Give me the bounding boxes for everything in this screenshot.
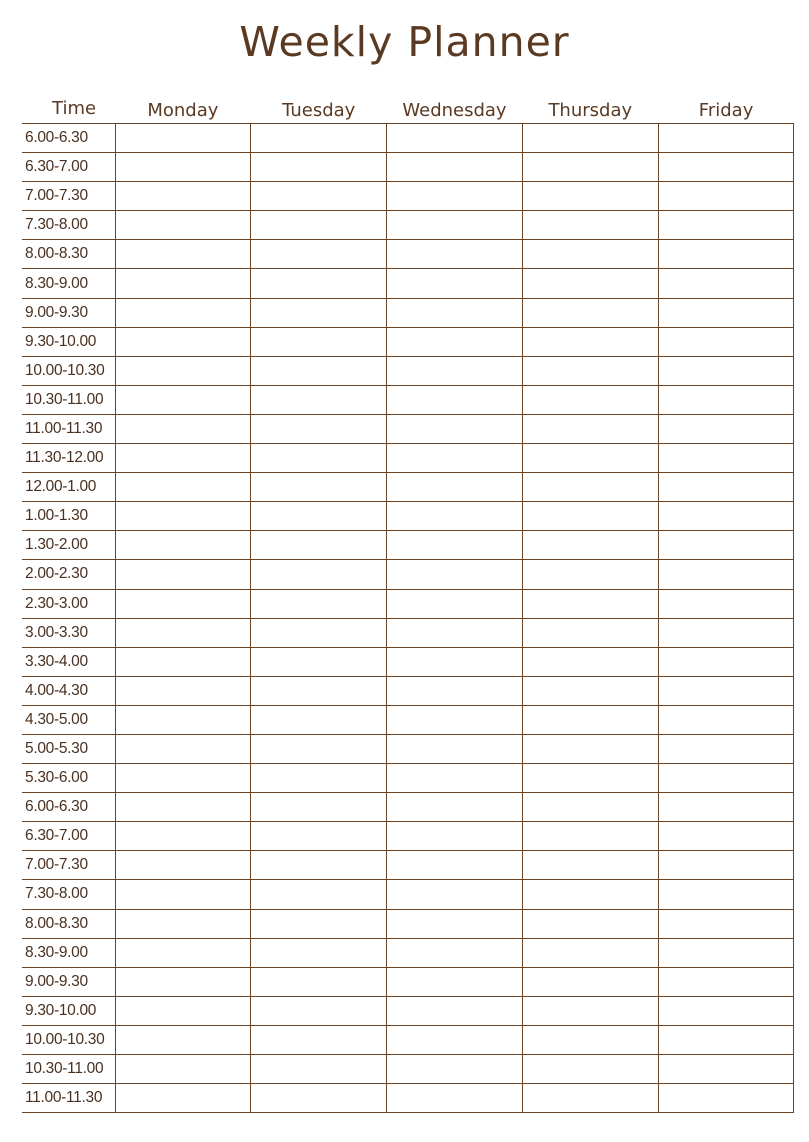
planner-cell-thursday[interactable] [522, 647, 658, 676]
planner-cell-monday[interactable] [115, 182, 251, 211]
planner-cell-monday[interactable] [115, 298, 251, 327]
day-header-monday: Monday [147, 100, 219, 121]
planner-cell-wednesday[interactable] [387, 793, 523, 822]
planner-cell-wednesday[interactable] [387, 909, 523, 938]
time-slot-label: 8.00-8.30 [22, 909, 115, 938]
planner-cell-thursday[interactable] [522, 560, 658, 589]
time-slot-label: 9.00-9.30 [22, 967, 115, 996]
planner-cell-wednesday[interactable] [387, 618, 523, 647]
planner-cell-tuesday[interactable] [251, 182, 387, 211]
time-slot-label: 2.00-2.30 [22, 560, 115, 589]
planner-cell-thursday[interactable] [522, 734, 658, 763]
planner-cell-wednesday[interactable] [387, 269, 523, 298]
planner-cell-monday[interactable] [115, 473, 251, 502]
planner-cell-tuesday[interactable] [251, 444, 387, 473]
time-slot-label: 4.00-4.30 [22, 676, 115, 705]
planner-cell-wednesday[interactable] [387, 327, 523, 356]
planner-cell-monday[interactable] [115, 589, 251, 618]
planner-cell-tuesday[interactable] [251, 734, 387, 763]
planner-cell-friday[interactable] [658, 967, 794, 996]
planner-cell-monday[interactable] [115, 938, 251, 967]
planner-cell-wednesday[interactable] [387, 240, 523, 269]
planner-cell-wednesday[interactable] [387, 531, 523, 560]
planner-cell-tuesday[interactable] [251, 240, 387, 269]
planner-cell-monday[interactable] [115, 327, 251, 356]
planner-cell-thursday[interactable] [522, 851, 658, 880]
planner-cell-tuesday[interactable] [251, 1084, 387, 1113]
time-slot-row [22, 211, 794, 240]
planner-cell-thursday[interactable] [522, 298, 658, 327]
planner-cell-friday[interactable] [658, 1084, 794, 1113]
planner-cell-monday[interactable] [115, 851, 251, 880]
planner-cell-friday[interactable] [658, 298, 794, 327]
time-slot-label: 11.00-11.30 [22, 414, 115, 443]
planner-cell-tuesday[interactable] [251, 618, 387, 647]
time-slot-label: 10.00-10.30 [22, 356, 115, 385]
time-slot-row [22, 647, 794, 676]
planner-cell-wednesday[interactable] [387, 182, 523, 211]
planner-cell-thursday[interactable] [522, 880, 658, 909]
planner-cell-tuesday[interactable] [251, 764, 387, 793]
time-slot-row [22, 880, 794, 909]
planner-cell-tuesday[interactable] [251, 880, 387, 909]
time-slot-label: 7.30-8.00 [22, 880, 115, 909]
planner-cell-tuesday[interactable] [251, 1025, 387, 1054]
time-slot-label: 6.00-6.30 [22, 793, 115, 822]
planner-cell-tuesday[interactable] [251, 851, 387, 880]
planner-cell-tuesday[interactable] [251, 473, 387, 502]
planner-cell-friday[interactable] [658, 327, 794, 356]
planner-cell-thursday[interactable] [522, 385, 658, 414]
planner-cell-wednesday[interactable] [387, 473, 523, 502]
planner-cell-monday[interactable] [115, 793, 251, 822]
planner-cell-tuesday[interactable] [251, 909, 387, 938]
time-slot-row [22, 182, 794, 211]
time-slot-row [22, 473, 794, 502]
planner-cell-monday[interactable] [115, 560, 251, 589]
planner-cell-tuesday[interactable] [251, 967, 387, 996]
planner-cell-wednesday[interactable] [387, 880, 523, 909]
time-slot-row [22, 1055, 794, 1084]
time-slot-label: 7.00-7.30 [22, 851, 115, 880]
time-slot-row [22, 618, 794, 647]
time-slot-row [22, 1025, 794, 1054]
planner-cell-wednesday[interactable] [387, 764, 523, 793]
planner-cell-monday[interactable] [115, 240, 251, 269]
planner-cell-wednesday[interactable] [387, 356, 523, 385]
planner-cell-tuesday[interactable] [251, 153, 387, 182]
time-slot-row [22, 414, 794, 443]
time-slot-label: 2.30-3.00 [22, 589, 115, 618]
time-slot-row [22, 560, 794, 589]
planner-cell-friday[interactable] [658, 124, 794, 153]
planner-cell-wednesday[interactable] [387, 385, 523, 414]
planner-cell-wednesday[interactable] [387, 705, 523, 734]
time-slot-label: 1.30-2.00 [22, 531, 115, 560]
planner-cell-friday[interactable] [658, 1025, 794, 1054]
planner-cell-wednesday[interactable] [387, 996, 523, 1025]
page-title: Weekly Planner [239, 18, 570, 66]
planner-cell-thursday[interactable] [522, 124, 658, 153]
planner-cell-friday[interactable] [658, 240, 794, 269]
time-slot-row [22, 996, 794, 1025]
planner-cell-friday[interactable] [658, 356, 794, 385]
planner-cell-thursday[interactable] [522, 705, 658, 734]
time-slot-row [22, 124, 794, 153]
time-slot-row [22, 822, 794, 851]
planner-cell-friday[interactable] [658, 444, 794, 473]
planner-cell-thursday[interactable] [522, 764, 658, 793]
time-slot-label: 10.30-11.00 [22, 385, 115, 414]
planner-cell-tuesday[interactable] [251, 647, 387, 676]
planner-cell-friday[interactable] [658, 473, 794, 502]
planner-cell-tuesday[interactable] [251, 589, 387, 618]
time-slot-row [22, 589, 794, 618]
planner-cell-monday[interactable] [115, 647, 251, 676]
planner-cell-tuesday[interactable] [251, 356, 387, 385]
planner-cell-wednesday[interactable] [387, 822, 523, 851]
time-slot-row [22, 938, 794, 967]
planner-cell-wednesday[interactable] [387, 1084, 523, 1113]
planner-cell-friday[interactable] [658, 1055, 794, 1084]
planner-body [22, 124, 794, 1113]
time-slot-label: 6.30-7.00 [22, 822, 115, 851]
planner-cell-monday[interactable] [115, 822, 251, 851]
time-slot-label: 8.00-8.30 [22, 240, 115, 269]
planner-cell-thursday[interactable] [522, 676, 658, 705]
planner-cell-friday[interactable] [658, 182, 794, 211]
planner-cell-tuesday[interactable] [251, 793, 387, 822]
planner-cell-friday[interactable] [658, 269, 794, 298]
time-slot-row [22, 1084, 794, 1113]
time-slot-row [22, 240, 794, 269]
planner-cell-tuesday[interactable] [251, 560, 387, 589]
planner-cell-friday[interactable] [658, 502, 794, 531]
planner-cell-friday[interactable] [658, 880, 794, 909]
planner-cell-friday[interactable] [658, 676, 794, 705]
time-slot-row [22, 967, 794, 996]
planner-cell-tuesday[interactable] [251, 502, 387, 531]
planner-cell-thursday[interactable] [522, 909, 658, 938]
time-slot-row [22, 764, 794, 793]
time-slot-label: 8.30-9.00 [22, 938, 115, 967]
planner-cell-friday[interactable] [658, 734, 794, 763]
time-slot-label: 3.30-4.00 [22, 647, 115, 676]
time-slot-label: 1.00-1.30 [22, 502, 115, 531]
planner-cell-monday[interactable] [115, 269, 251, 298]
time-slot-label: 11.30-12.00 [22, 444, 115, 473]
planner-cell-friday[interactable] [658, 385, 794, 414]
time-slot-label: 9.00-9.30 [22, 298, 115, 327]
planner-cell-monday[interactable] [115, 705, 251, 734]
planner-cell-wednesday[interactable] [387, 734, 523, 763]
time-slot-label: 8.30-9.00 [22, 269, 115, 298]
planner-cell-wednesday[interactable] [387, 1055, 523, 1084]
planner-cell-thursday[interactable] [522, 473, 658, 502]
time-slot-row [22, 327, 794, 356]
planner-cell-thursday[interactable] [522, 938, 658, 967]
planner-cell-monday[interactable] [115, 356, 251, 385]
planner-cell-wednesday[interactable] [387, 676, 523, 705]
time-slot-row [22, 356, 794, 385]
time-slot-row [22, 298, 794, 327]
time-slot-row [22, 851, 794, 880]
planner-cell-tuesday[interactable] [251, 414, 387, 443]
time-slot-label: 10.00-10.30 [22, 1025, 115, 1054]
planner-cell-friday[interactable] [658, 938, 794, 967]
planner-cell-wednesday[interactable] [387, 1025, 523, 1054]
planner-cell-friday[interactable] [658, 647, 794, 676]
planner-cell-wednesday[interactable] [387, 967, 523, 996]
planner-cell-monday[interactable] [115, 996, 251, 1025]
planner-cell-friday[interactable] [658, 560, 794, 589]
planner-cell-wednesday[interactable] [387, 124, 523, 153]
header-row [22, 90, 794, 124]
time-slot-label: 9.30-10.00 [22, 327, 115, 356]
planner-cell-monday[interactable] [115, 124, 251, 153]
day-header-tuesday: Tuesday [282, 100, 356, 121]
planner-cell-thursday[interactable] [522, 444, 658, 473]
planner-cell-friday[interactable] [658, 793, 794, 822]
time-slot-row [22, 793, 794, 822]
planner-cell-thursday[interactable] [522, 240, 658, 269]
planner-grid [22, 90, 794, 1110]
planner-cell-monday[interactable] [115, 444, 251, 473]
planner-cell-thursday[interactable] [522, 589, 658, 618]
planner-cell-monday[interactable] [115, 880, 251, 909]
time-slot-label: 6.00-6.30 [22, 124, 115, 153]
planner-table [22, 90, 794, 1113]
day-header-wednesday: Wednesday [402, 100, 507, 121]
time-slot-label: 7.00-7.30 [22, 182, 115, 211]
planner-cell-tuesday[interactable] [251, 124, 387, 153]
time-slot-label: 3.00-3.30 [22, 618, 115, 647]
planner-cell-tuesday[interactable] [251, 938, 387, 967]
planner-cell-monday[interactable] [115, 211, 251, 240]
time-slot-label: 5.30-6.00 [22, 764, 115, 793]
planner-cell-monday[interactable] [115, 502, 251, 531]
planner-cell-wednesday[interactable] [387, 153, 523, 182]
planner-cell-wednesday[interactable] [387, 560, 523, 589]
planner-cell-monday[interactable] [115, 414, 251, 443]
time-slot-row [22, 153, 794, 182]
planner-cell-monday[interactable] [115, 618, 251, 647]
planner-cell-friday[interactable] [658, 909, 794, 938]
planner-cell-thursday[interactable] [522, 414, 658, 443]
planner-cell-friday[interactable] [658, 764, 794, 793]
planner-cell-friday[interactable] [658, 153, 794, 182]
planner-cell-thursday[interactable] [522, 182, 658, 211]
planner-cell-thursday[interactable] [522, 269, 658, 298]
time-slot-row [22, 676, 794, 705]
time-slot-label: 6.30-7.00 [22, 153, 115, 182]
planner-cell-friday[interactable] [658, 705, 794, 734]
planner-cell-friday[interactable] [658, 851, 794, 880]
planner-cell-friday[interactable] [658, 618, 794, 647]
planner-cell-wednesday[interactable] [387, 211, 523, 240]
day-header-friday: Friday [698, 100, 754, 121]
planner-cell-friday[interactable] [658, 211, 794, 240]
planner-cell-monday[interactable] [115, 1025, 251, 1054]
time-slot-row [22, 734, 794, 763]
time-slot-row [22, 385, 794, 414]
planner-cell-monday[interactable] [115, 734, 251, 763]
time-slot-row [22, 705, 794, 734]
time-slot-label: 5.00-5.30 [22, 734, 115, 763]
time-slot-row [22, 531, 794, 560]
planner-cell-tuesday[interactable] [251, 269, 387, 298]
planner-cell-friday[interactable] [658, 531, 794, 560]
planner-cell-thursday[interactable] [522, 356, 658, 385]
planner-cell-monday[interactable] [115, 676, 251, 705]
time-slot-row [22, 269, 794, 298]
planner-cell-thursday[interactable] [522, 793, 658, 822]
planner-cell-tuesday[interactable] [251, 211, 387, 240]
planner-cell-thursday[interactable] [522, 502, 658, 531]
planner-cell-friday[interactable] [658, 996, 794, 1025]
time-slot-label: 4.30-5.00 [22, 705, 115, 734]
planner-cell-friday[interactable] [658, 822, 794, 851]
planner-cell-monday[interactable] [115, 1084, 251, 1113]
planner-cell-monday[interactable] [115, 385, 251, 414]
planner-cell-tuesday[interactable] [251, 298, 387, 327]
time-slot-label: 10.30-11.00 [22, 1055, 115, 1084]
planner-cell-tuesday[interactable] [251, 822, 387, 851]
planner-cell-wednesday[interactable] [387, 647, 523, 676]
planner-cell-tuesday[interactable] [251, 996, 387, 1025]
planner-cell-monday[interactable] [115, 764, 251, 793]
planner-cell-thursday[interactable] [522, 967, 658, 996]
time-slot-row [22, 502, 794, 531]
planner-cell-tuesday[interactable] [251, 705, 387, 734]
planner-cell-monday[interactable] [115, 1055, 251, 1084]
planner-cell-monday[interactable] [115, 909, 251, 938]
planner-cell-thursday[interactable] [522, 1025, 658, 1054]
time-header: Time [52, 98, 97, 119]
time-slot-label: 11.00-11.30 [22, 1084, 115, 1113]
planner-cell-friday[interactable] [658, 414, 794, 443]
planner-cell-tuesday[interactable] [251, 531, 387, 560]
planner-cell-tuesday[interactable] [251, 676, 387, 705]
time-slot-label: 9.30-10.00 [22, 996, 115, 1025]
time-slot-label: 7.30-8.00 [22, 211, 115, 240]
planner-cell-tuesday[interactable] [251, 327, 387, 356]
planner-cell-thursday[interactable] [522, 1084, 658, 1113]
planner-cell-thursday[interactable] [522, 211, 658, 240]
planner-cell-wednesday[interactable] [387, 851, 523, 880]
planner-cell-tuesday[interactable] [251, 385, 387, 414]
planner-cell-friday[interactable] [658, 589, 794, 618]
planner-cell-monday[interactable] [115, 153, 251, 182]
planner-cell-thursday[interactable] [522, 531, 658, 560]
planner-cell-thursday[interactable] [522, 327, 658, 356]
planner-cell-monday[interactable] [115, 967, 251, 996]
planner-cell-monday[interactable] [115, 531, 251, 560]
planner-cell-wednesday[interactable] [387, 444, 523, 473]
planner-cell-thursday[interactable] [522, 153, 658, 182]
planner-cell-thursday[interactable] [522, 822, 658, 851]
planner-cell-wednesday[interactable] [387, 414, 523, 443]
planner-cell-wednesday[interactable] [387, 938, 523, 967]
time-slot-label: 12.00-1.00 [22, 473, 115, 502]
planner-cell-thursday[interactable] [522, 1055, 658, 1084]
time-slot-row [22, 909, 794, 938]
planner-cell-wednesday[interactable] [387, 502, 523, 531]
planner-cell-tuesday[interactable] [251, 1055, 387, 1084]
planner-cell-thursday[interactable] [522, 618, 658, 647]
planner-cell-thursday[interactable] [522, 996, 658, 1025]
planner-cell-wednesday[interactable] [387, 298, 523, 327]
planner-cell-wednesday[interactable] [387, 589, 523, 618]
day-header-thursday: Thursday [548, 100, 633, 121]
time-slot-row [22, 444, 794, 473]
